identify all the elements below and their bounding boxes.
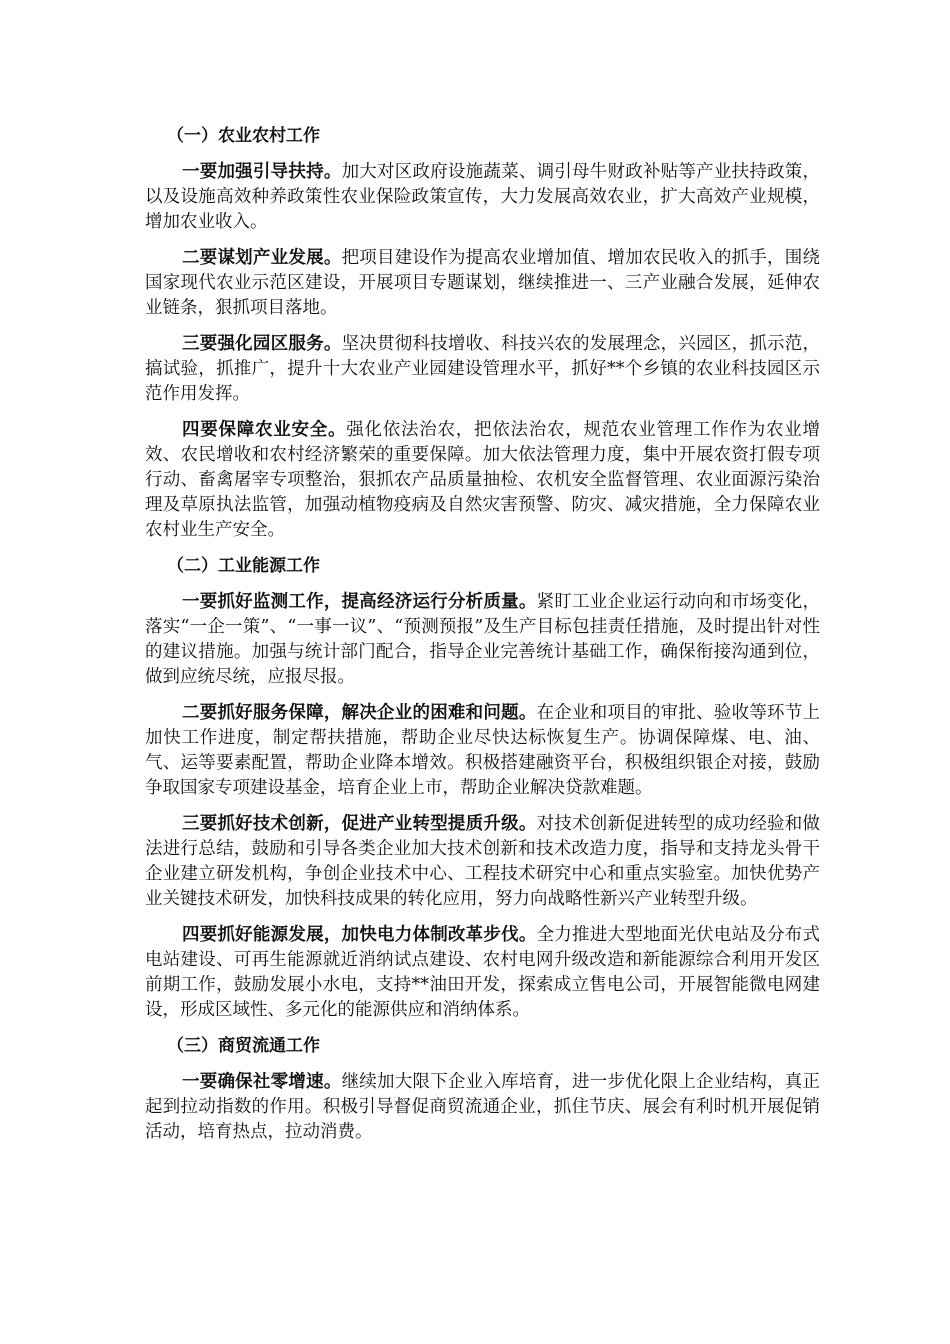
paragraph-body: 加大对区政府设施蔬菜、调引母牛财政补贴等产业扶持政策，以及设施高效种养政策性农业保险政策宣传，大力发展高效农业，扩大高效产业规模，增加农业收入。	[145, 162, 821, 232]
paragraph-lead: 三要强化园区服务。	[182, 334, 342, 354]
paragraph	[145, 923, 820, 1023]
paragraph	[145, 160, 820, 235]
paragraph	[145, 701, 820, 801]
paragraph-lead: 一要确保社零增速。	[182, 1072, 342, 1092]
paragraph-lead: 四要抓好能源发展，加快电力体制改革步伐。	[182, 925, 537, 945]
paragraph-body: 继续加大限下企业入库培育，进一步优化限上企业结构，真正起到拉动指数的作用。积极引导督促商贸流通企业，抓住节庆、展会有利时机开展促销活动，培育热点，拉动消费。	[145, 1072, 821, 1142]
paragraph-lead: 四要保障农业安全。	[182, 420, 347, 440]
paragraph-lead: 一要抓好监测工作，提高经济运行分析质量。	[182, 592, 537, 612]
paragraph	[145, 590, 820, 690]
section-heading-commerce: （三）商贸流通工作	[167, 1036, 320, 1056]
paragraph-body: 在企业和项目的审批、验收等环节上加快工作进度，制定帮扶措施，帮助企业尽快达标恢复生产。协调保障煤、电、油、气、运等要素配置，帮助企业降本增效。积极搭建融资平台，积极组织银企对接，鼓励争取国家专项建设基金，培育企业上市，帮助企业解决贷款难题。	[145, 703, 821, 798]
paragraph-lead: 二要谋划产业发展。	[182, 248, 342, 268]
paragraph	[145, 418, 820, 543]
paragraph	[145, 812, 820, 912]
section-heading-agriculture: （一）农业农村工作	[167, 126, 320, 146]
paragraph-body: 把项目建设作为提高农业增加值、增加农民收入的抓手，围绕国家现代农业示范区建设，开展项目专题谋划，继续推进一、三产业融合发展，延伸农业链条，狠抓项目落地。	[145, 248, 821, 318]
paragraph-body: 强化依法治农，把依法治农，规范农业管理工作作为农业增效、农民增收和农村经济繁荣的重要保障。加大依法管理力度，集中开展农资打假专项行动、畜禽屠宰专项整治，狠抓农产品质量抽检、农机安全监督管理、农业面源污染治理及草原执法监管，加强动植物疫病及自然灾害预警、防灾、减灾措施，全力保障农业农村业生产安全。	[145, 420, 820, 540]
paragraph	[145, 332, 820, 407]
paragraph	[145, 1070, 820, 1145]
paragraph-lead: 三要抓好技术创新，促进产业转型提质升级。	[182, 814, 537, 834]
paragraph-body: 全力推进大型地面光伏电站及分布式电站建设、可再生能源就近消纳试点建设、农村电网升级改造和新能源综合利用开发区前期工作，鼓励发展小水电，支持**油田开发，探索成立售电公司，开展智能微电网建设，形成区域性、多元化的能源供应和消纳体系。	[145, 925, 821, 1020]
paragraph-lead: 二要抓好服务保障，解决企业的困难和问题。	[182, 703, 537, 723]
paragraph-body: 坚决贯彻科技增收、科技兴农的发展理念，兴园区，抓示范，搞试验，抓推广，提升十大农业产业园建设管理水平，抓好**个乡镇的农业科技园区示范作用发挥。	[145, 334, 821, 404]
document-page	[145, 124, 820, 1156]
paragraph-body: 紧盯工业企业运行动向和市场变化，落实“一企一策”、“一事一议”、“预测预报”及生产目标包挂责任措施，及时提出针对性的建议措施。加强与统计部门配合，指导企业完善统计基础工作，确保衔接沟通到位，做到应统尽统，应报尽报。	[145, 592, 821, 687]
paragraph	[145, 246, 820, 321]
paragraph-body: 对技术创新促进转型的成功经验和做法进行总结，鼓励和引导各类企业加大技术创新和技术改造力度，指导和支持龙头骨干企业建立研发机构，争创企业技术中心、工程技术研究中心和重点实验室。加快优势产业关键技术研发，加快科技成果的转化应用，努力向战略性新兴产业转型升级。	[145, 814, 821, 909]
section-heading-industry-energy: （二）工业能源工作	[167, 556, 320, 576]
paragraph-lead: 一要加强引导扶持。	[182, 162, 342, 182]
